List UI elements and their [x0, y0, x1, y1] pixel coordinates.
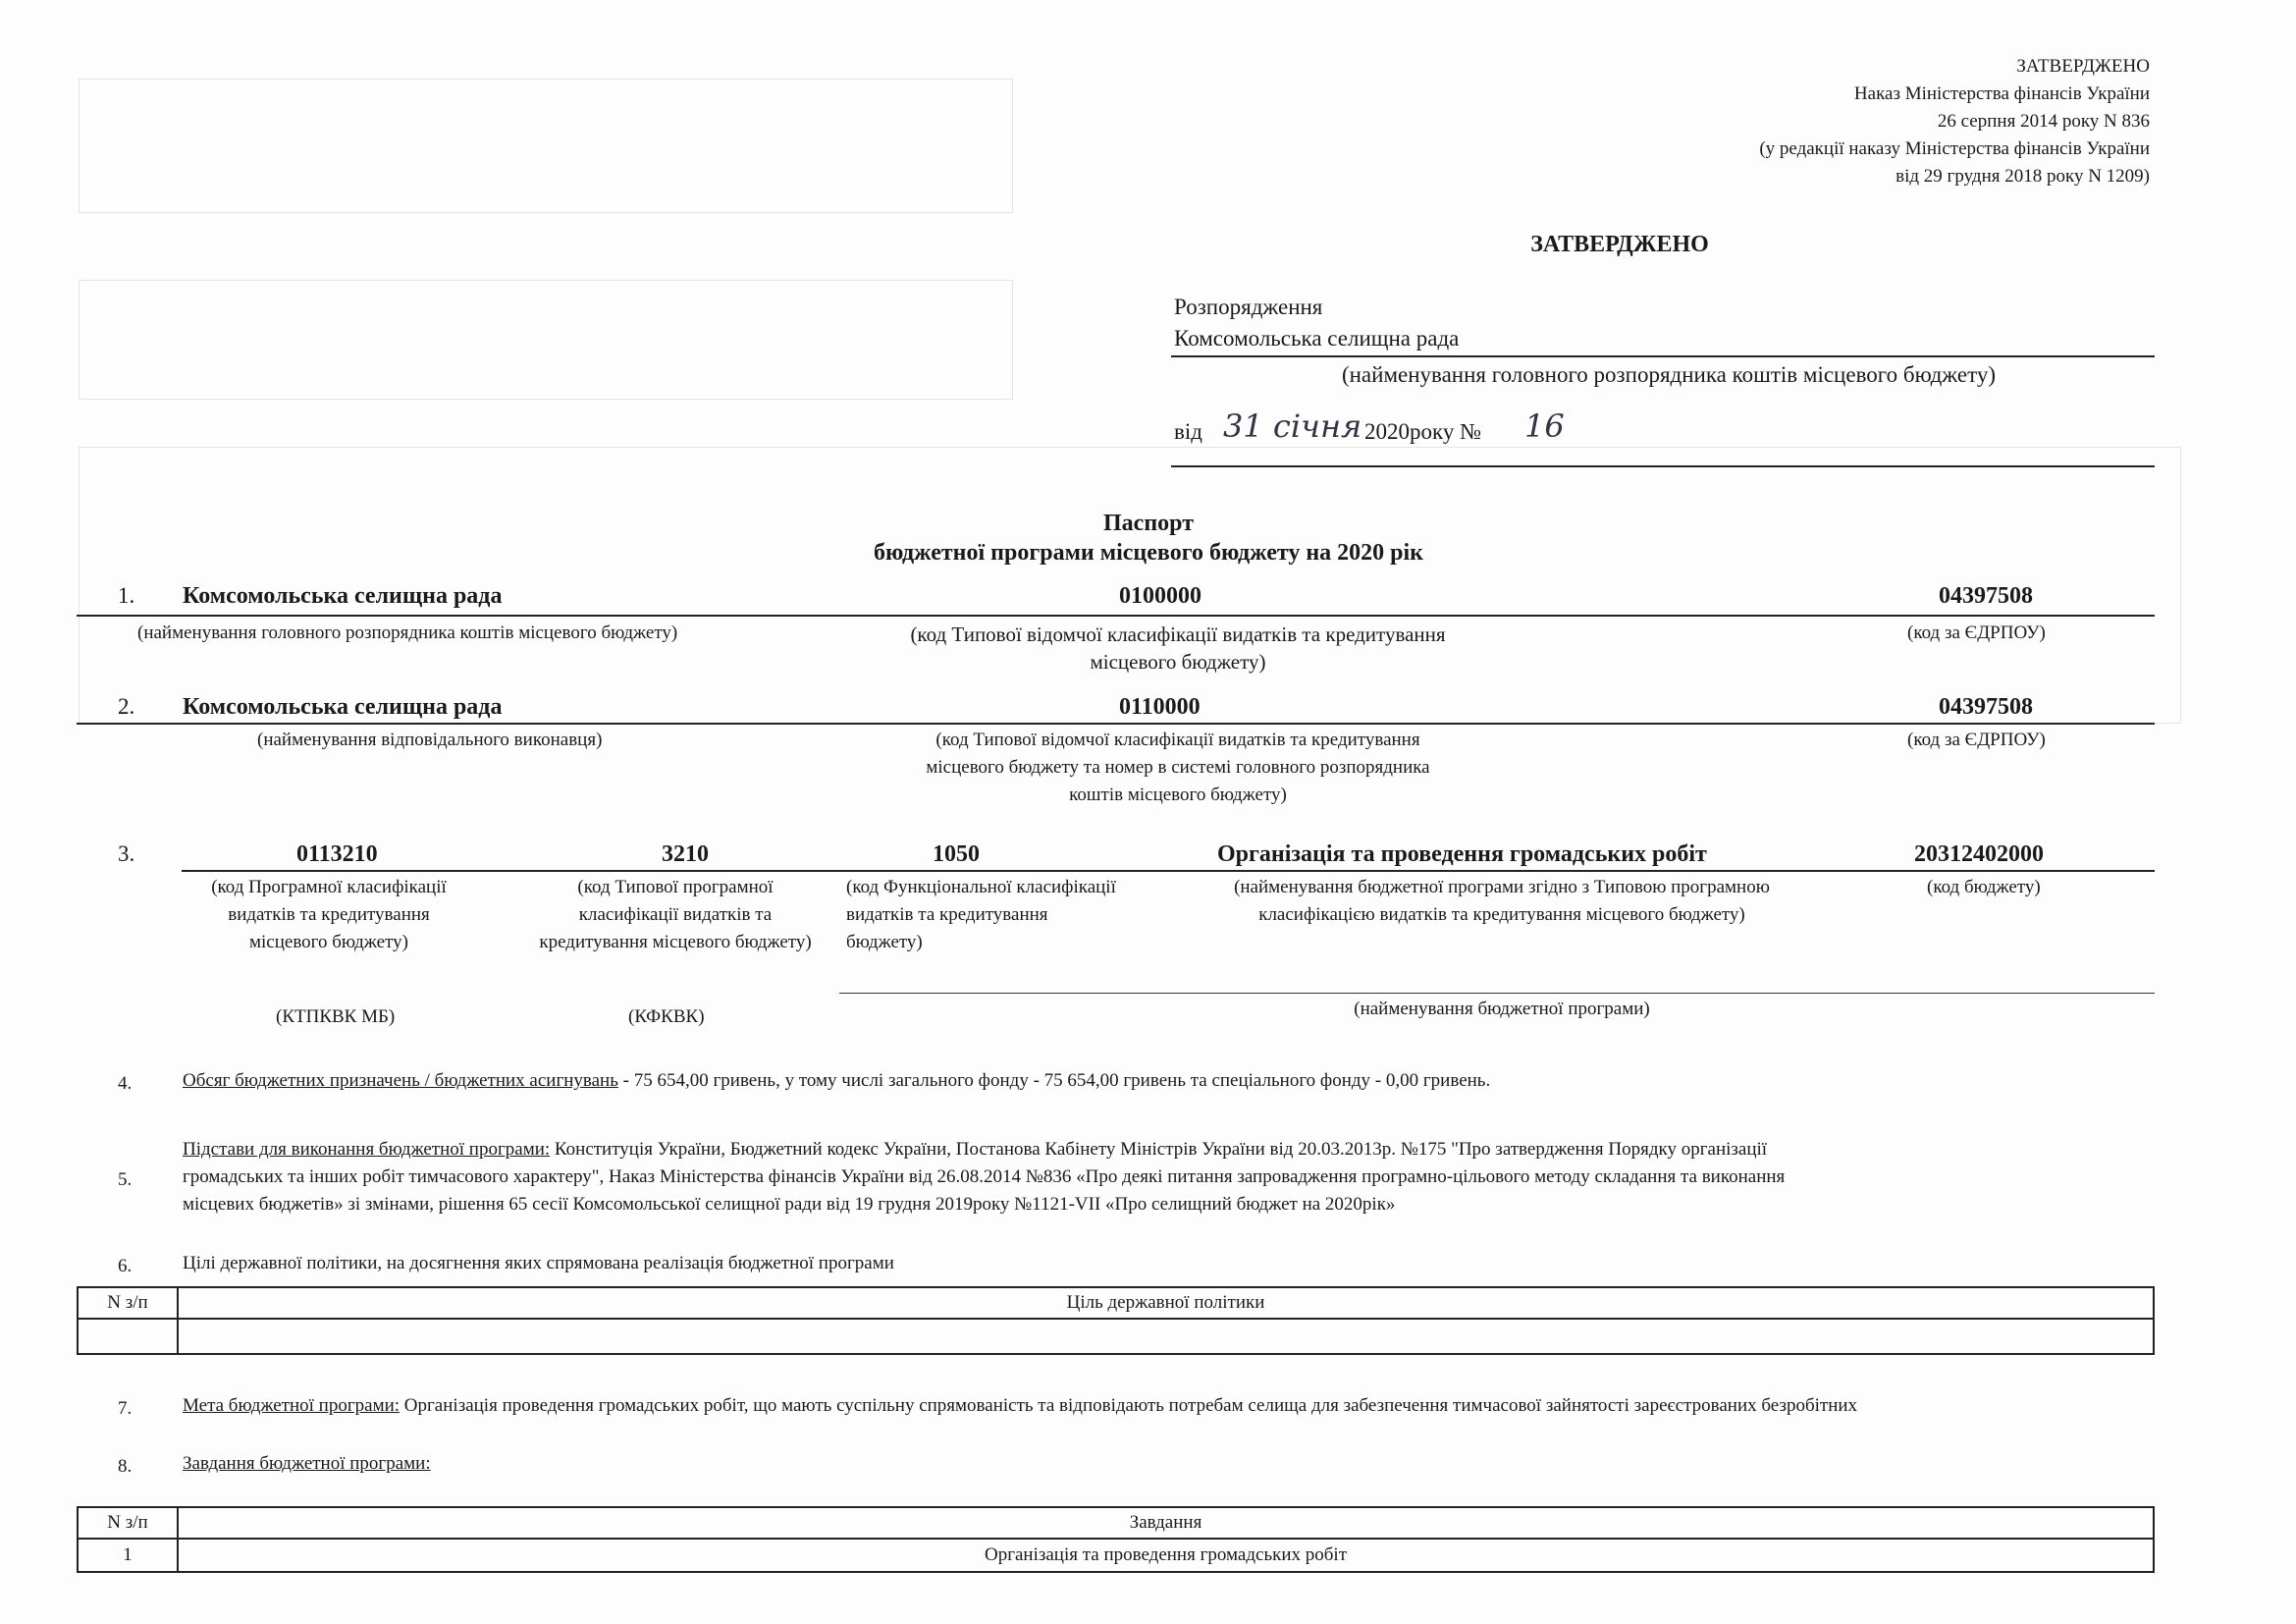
section1-code-caption	[825, 621, 1531, 676]
section2-name: Комсомольська селищна рада	[183, 694, 503, 720]
section1-edrpou: 04397508	[1939, 583, 2033, 609]
section5-line3: місцевих бюджетів» зі змінами, рішення 65 сесії Комсомольської селищної ради від 19 грудня 2019року №1121-VII «Про селищний бюджет на 2020рік»	[183, 1194, 1396, 1215]
tasks-row-number: 1	[78, 1539, 178, 1572]
policy-goals-col-number: N з/п	[78, 1287, 178, 1319]
passport-title-line1: Паспорт	[1103, 511, 1194, 536]
section2-code-caption-line2: місцевого бюджету та номер в системі головного розпорядника	[926, 757, 1430, 778]
approval-org-caption: (найменування головного розпорядника коштів місцевого бюджету)	[1341, 362, 1997, 387]
section5-body	[183, 1136, 1785, 1218]
section3-fkv-caption-line1: (код Функціональної класифікації	[846, 877, 1116, 897]
section6-text: Цілі державної політики, на досягнення яких спрямована реалізація бюджетної програми	[183, 1253, 894, 1273]
policy-goals-empty-row	[78, 1319, 2154, 1354]
section3-tpkvk-caption-line3: кредитування місцевого бюджету)	[539, 932, 812, 952]
section3-program-name-line	[839, 993, 2155, 994]
section1-number: 1.	[118, 583, 135, 608]
approval-year-text: 2020року №	[1364, 419, 1482, 444]
policy-goals-empty-number	[78, 1319, 178, 1354]
section2-name-caption: (найменування відповідального виконавця)	[257, 730, 603, 750]
section3-fkv-caption	[846, 874, 1180, 956]
section2-number: 2.	[118, 694, 135, 719]
section3-number: 3.	[118, 841, 135, 866]
approval-stamp-line1: ЗАТВЕРДЖЕНО	[2016, 56, 2150, 77]
section3-kpkvk-mb: (КТПКВК МБ)	[276, 1006, 396, 1027]
approval-doc-type: Розпорядження	[1174, 295, 1323, 319]
section2-code-caption-line3: коштів місцевого бюджету)	[1069, 785, 1287, 805]
section3-kpk-caption-line1: (код Програмної класифікації	[211, 877, 447, 897]
section7-label: Мета бюджетної програми:	[183, 1395, 400, 1416]
tasks-row-task: Організація та проведення громадських робіт	[178, 1539, 2154, 1572]
bleed-through-table-1	[79, 79, 1013, 213]
approval-date-handwritten: 31 січня	[1223, 407, 1362, 445]
section5-number: 5.	[118, 1169, 133, 1190]
section3-tpkvk: 3210	[662, 841, 709, 867]
policy-goals-table	[77, 1286, 2155, 1355]
section7-text: Організація проведення громадських робіт, що мають суспільну спрямованість та відповідають потребам селища для забезпечення тимчасової зайнятості зареєстрованих безробітних	[400, 1395, 1858, 1416]
approval-org: Комсомольська селищна рада	[1174, 326, 1460, 351]
passport-title-line2: бюджетної програми місцевого бюджету на 2020 рік	[874, 540, 1423, 566]
section8-label: Завдання бюджетної програми:	[183, 1453, 431, 1474]
policy-goals-empty-goal	[178, 1319, 2154, 1354]
tasks-row	[78, 1539, 2154, 1572]
section3-kpk: 0113210	[296, 841, 378, 867]
section7-body	[183, 1392, 1857, 1420]
section7-number: 7.	[118, 1398, 133, 1419]
section4-number: 4.	[118, 1073, 133, 1094]
tasks-col-task: Завдання	[178, 1507, 2154, 1539]
section5-line2: громадських та інших робіт тимчасового характеру", Наказ Міністерства фінансів України від 26.08.2014 №836 «Про деякі питання запровадження програмно-цільового методу складання та виконання	[183, 1166, 1786, 1187]
section1-edrpou-caption: (код за ЄДРПОУ)	[1907, 623, 2046, 643]
section3-fkv-caption-line3: бюджету)	[846, 932, 923, 952]
approval-stamp-line4: (у редакції наказу Міністерства фінансів України	[1759, 138, 2150, 159]
section2-code-caption-line1: (код Типової відомчої класифікації видатків та кредитування	[935, 730, 1420, 750]
approval-date-prefix: від	[1174, 419, 1202, 444]
section3-tpkvk-caption	[508, 874, 842, 956]
section3-kpk-caption-line3: місцевого бюджету)	[248, 932, 408, 952]
approval-stamp-line3: 26 серпня 2014 року N 836	[1937, 111, 2150, 132]
section3-program-name-caption: (найменування бюджетної програми)	[1354, 999, 1650, 1019]
section3-budget-caption: (код бюджету)	[1927, 877, 2041, 897]
approval-title: ЗАТВЕРДЖЕНО	[1530, 232, 1709, 257]
approval-stamp-line5: від 29 грудня 2018 року N 1209)	[1896, 166, 2150, 187]
section8-number: 8.	[118, 1456, 133, 1477]
section2-underline	[77, 723, 2155, 725]
section3-tpkvk-caption-line1: (код Типової програмної	[577, 877, 774, 897]
approval-org-underline	[1171, 355, 2155, 357]
section4-body	[183, 1067, 1490, 1095]
section3-kfkvk: (КФКВК)	[628, 1006, 705, 1027]
section3-name-caption-line1: (найменування бюджетної програми згідно з Типовою програмною	[1234, 877, 1770, 897]
tasks-col-number: N з/п	[78, 1507, 178, 1539]
policy-goals-header-row	[78, 1287, 2154, 1319]
section3-program-name: Організація та проведення громадських робіт	[1217, 841, 1707, 867]
section2-code: 0110000	[1119, 694, 1201, 720]
section3-fkv-caption-line2: видатків та кредитування	[846, 904, 1048, 925]
section2-edrpou: 04397508	[1939, 694, 2033, 720]
section1-code: 0100000	[1119, 583, 1201, 609]
section6-number: 6.	[118, 1256, 133, 1276]
section1-name: Комсомольська селищна рада	[183, 583, 503, 609]
section4-text: - 75 654,00 гривень, у тому числі загального фонду - 75 654,00 гривень та спеціального фонду - 0,00 гривень.	[617, 1070, 1491, 1091]
passport-title	[658, 509, 1639, 568]
policy-goals-col-goal: Ціль державної політики	[178, 1287, 2154, 1319]
section2-code-caption	[825, 727, 1531, 809]
section1-code-caption-line1: (код Типової відомчої класифікації видатків та кредитування	[910, 623, 1446, 646]
section5-line1: Конституція України, Бюджетний кодекс України, Постанова Кабінету Міністрів України від 20.03.2013р. №175 "Про затвердження Порядку організації	[550, 1139, 1768, 1160]
approval-stamp	[1463, 53, 2150, 190]
section3-kpk-caption	[182, 874, 476, 956]
section5-label: Підстави для виконання бюджетної програми:	[183, 1139, 551, 1160]
section3-fkv: 1050	[933, 841, 980, 867]
section1-underline	[77, 615, 2155, 617]
tasks-table	[77, 1506, 2155, 1573]
section2-edrpou-caption: (код за ЄДРПОУ)	[1907, 730, 2046, 750]
approval-number-handwritten: 16	[1524, 407, 1565, 445]
section3-budget-code: 20312402000	[1914, 841, 2044, 867]
approval-date-underline	[1171, 465, 2155, 467]
tasks-header-row	[78, 1507, 2154, 1539]
section3-underline	[182, 870, 2155, 872]
section1-name-caption: (найменування головного розпорядника коштів місцевого бюджету)	[137, 623, 678, 643]
section3-kpk-caption-line2: видатків та кредитування	[228, 904, 430, 925]
bleed-through-table-2	[79, 280, 1013, 400]
section3-tpkvk-caption-line2: класифікації видатків та	[578, 904, 773, 925]
section5-line1-wrap	[183, 1136, 1785, 1164]
section3-name-caption-line2: класифікацією видатків та кредитування місцевого бюджету)	[1258, 904, 1745, 925]
approval-stamp-line2: Наказ Міністерства фінансів України	[1853, 83, 2150, 104]
section4-label: Обсяг бюджетних призначень / бюджетних асигнувань	[183, 1070, 618, 1091]
section3-name-caption	[1178, 874, 1826, 929]
section1-code-caption-line2: місцевого бюджету)	[1090, 650, 1266, 674]
